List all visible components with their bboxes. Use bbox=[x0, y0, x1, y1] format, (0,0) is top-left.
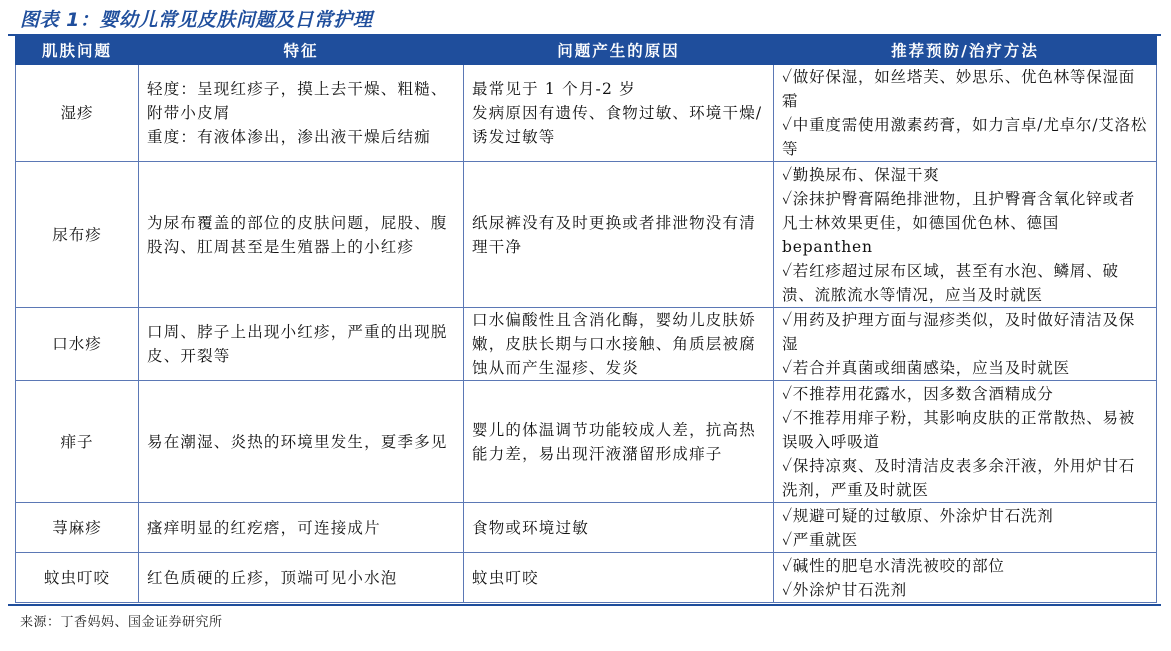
causes-cell bbox=[464, 553, 774, 603]
feature-text: 重度：有液体渗出，渗出液干燥后结痂 bbox=[147, 128, 431, 146]
treatment-text: ✓涂抹护臀膏隔绝排泄物，且护臀膏含氧化锌或者凡士林效果更佳，如德国优色林、德国 bepanthen bbox=[782, 189, 1136, 256]
treatment-cell bbox=[774, 553, 1157, 603]
chart-title: 图表 1：婴幼儿常见皮肤问题及日常护理 bbox=[20, 9, 373, 31]
table-row bbox=[16, 381, 1157, 503]
feature-text: 瘙痒明显的红疙瘩，可连接成片 bbox=[147, 518, 381, 537]
treatment-text: ✓不推荐用花露水，因多数含酒精成分 bbox=[782, 384, 1054, 403]
cause-text: 最常见于 1 个月-2 岁 bbox=[472, 80, 636, 98]
treatment-text: ✓做好保湿，如丝塔芙、妙思乐、优色林等保湿面霜 bbox=[782, 68, 1136, 110]
cause-text: 纸尿裤没有及时更换或者排泄物没有清理干净 bbox=[472, 213, 756, 256]
header-features: 特征 bbox=[139, 37, 464, 65]
cause-text: 婴儿的体温调节功能较成人差，抗高热能力差，易出现汗液潴留形成痱子 bbox=[472, 420, 756, 463]
features-cell bbox=[139, 503, 464, 553]
causes-cell bbox=[464, 65, 774, 162]
treatment-text: ✓碱性的肥皂水清洗被咬的部位 bbox=[782, 556, 1005, 575]
features-cell bbox=[139, 65, 464, 162]
skin-issue-name: 口水疹 bbox=[16, 308, 139, 381]
treatment-cell bbox=[774, 308, 1157, 381]
table-row bbox=[16, 162, 1157, 308]
treatment-cell bbox=[774, 503, 1157, 553]
treatment-text: ✓中重度需使用激素药膏，如力言卓/尤卓尔/艾洛松等 bbox=[782, 116, 1148, 158]
feature-text: 易在潮湿、炎热的环境里发生，夏季多见 bbox=[147, 432, 448, 451]
feature-text: 口周、脖子上出现小红疹，严重的出现脱皮、开裂等 bbox=[147, 323, 448, 365]
bottom-divider bbox=[8, 604, 1161, 606]
table-header-row bbox=[16, 37, 1157, 65]
skin-issue-name: 荨麻疹 bbox=[16, 503, 139, 553]
header-treatment: 推荐预防/治疗方法 bbox=[774, 37, 1157, 65]
treatment-cell bbox=[774, 162, 1157, 308]
cause-text: 口水偏酸性且含消化酶，婴幼儿皮肤娇嫩，皮肤长期与口水接触、角质层被腐蚀从而产生湿疹、发炎 bbox=[472, 311, 756, 377]
treatment-cell bbox=[774, 65, 1157, 162]
treatment-text: ✓勤换尿布、保湿干爽 bbox=[782, 165, 940, 184]
treatment-text: ✓若合并真菌或细菌感染，应当及时就医 bbox=[782, 359, 1070, 377]
features-cell bbox=[139, 308, 464, 381]
skin-issue-name: 尿布疹 bbox=[16, 162, 139, 308]
treatment-text: ✓保持凉爽、及时清洁皮表多余汗液，外用炉甘石洗剂，严重及时就医 bbox=[782, 456, 1136, 499]
feature-text: 为尿布覆盖的部位的皮肤问题，屁股、腹股沟、肛周甚至是生殖器上的小红疹 bbox=[147, 213, 448, 256]
skin-issues-table bbox=[15, 36, 1157, 603]
cause-text: 发病原因有遗传、食物过敏、环境干燥/诱发过敏等 bbox=[472, 104, 763, 146]
causes-cell bbox=[464, 503, 774, 553]
cause-text: 食物或环境过敏 bbox=[472, 518, 589, 537]
skin-issue-name: 蚊虫叮咬 bbox=[16, 553, 139, 603]
features-cell bbox=[139, 553, 464, 603]
treatment-text: ✓规避可疑的过敏原、外涂炉甘石洗剂 bbox=[782, 506, 1054, 525]
table-row bbox=[16, 553, 1157, 603]
skin-issue-name: 痱子 bbox=[16, 381, 139, 503]
table-row bbox=[16, 503, 1157, 553]
title-bar bbox=[8, 0, 1161, 36]
treatment-text: ✓不推荐用痱子粉，其影响皮肤的正常散热、易被误吸入呼吸道 bbox=[782, 408, 1136, 451]
feature-text: 轻度：呈现红疹子，摸上去干燥、粗糙、附带小皮屑 bbox=[147, 80, 448, 122]
source-note: 来源：丁香妈妈、国金证券研究所 bbox=[20, 615, 223, 630]
cause-text: 蚊虫叮咬 bbox=[472, 568, 539, 587]
header-skin-issue: 肌肤问题 bbox=[16, 37, 139, 65]
causes-cell bbox=[464, 162, 774, 308]
skin-issue-name: 湿疹 bbox=[16, 65, 139, 162]
features-cell bbox=[139, 162, 464, 308]
feature-text: 红色质硬的丘疹，顶端可见小水泡 bbox=[147, 568, 398, 587]
treatment-cell bbox=[774, 381, 1157, 503]
header-causes: 问题产生的原因 bbox=[464, 37, 774, 65]
treatment-text: ✓若红疹超过尿布区域，甚至有水泡、鳞屑、破溃、流脓流水等情况，应当及时就医 bbox=[782, 261, 1119, 304]
table-row bbox=[16, 65, 1157, 162]
treatment-text: ✓外涂炉甘石洗剂 bbox=[782, 580, 907, 599]
features-cell bbox=[139, 381, 464, 503]
table-row bbox=[16, 308, 1157, 381]
causes-cell bbox=[464, 381, 774, 503]
treatment-text: ✓严重就医 bbox=[782, 530, 858, 549]
treatment-text: ✓用药及护理方面与湿疹类似，及时做好清洁及保湿 bbox=[782, 311, 1136, 353]
causes-cell bbox=[464, 308, 774, 381]
